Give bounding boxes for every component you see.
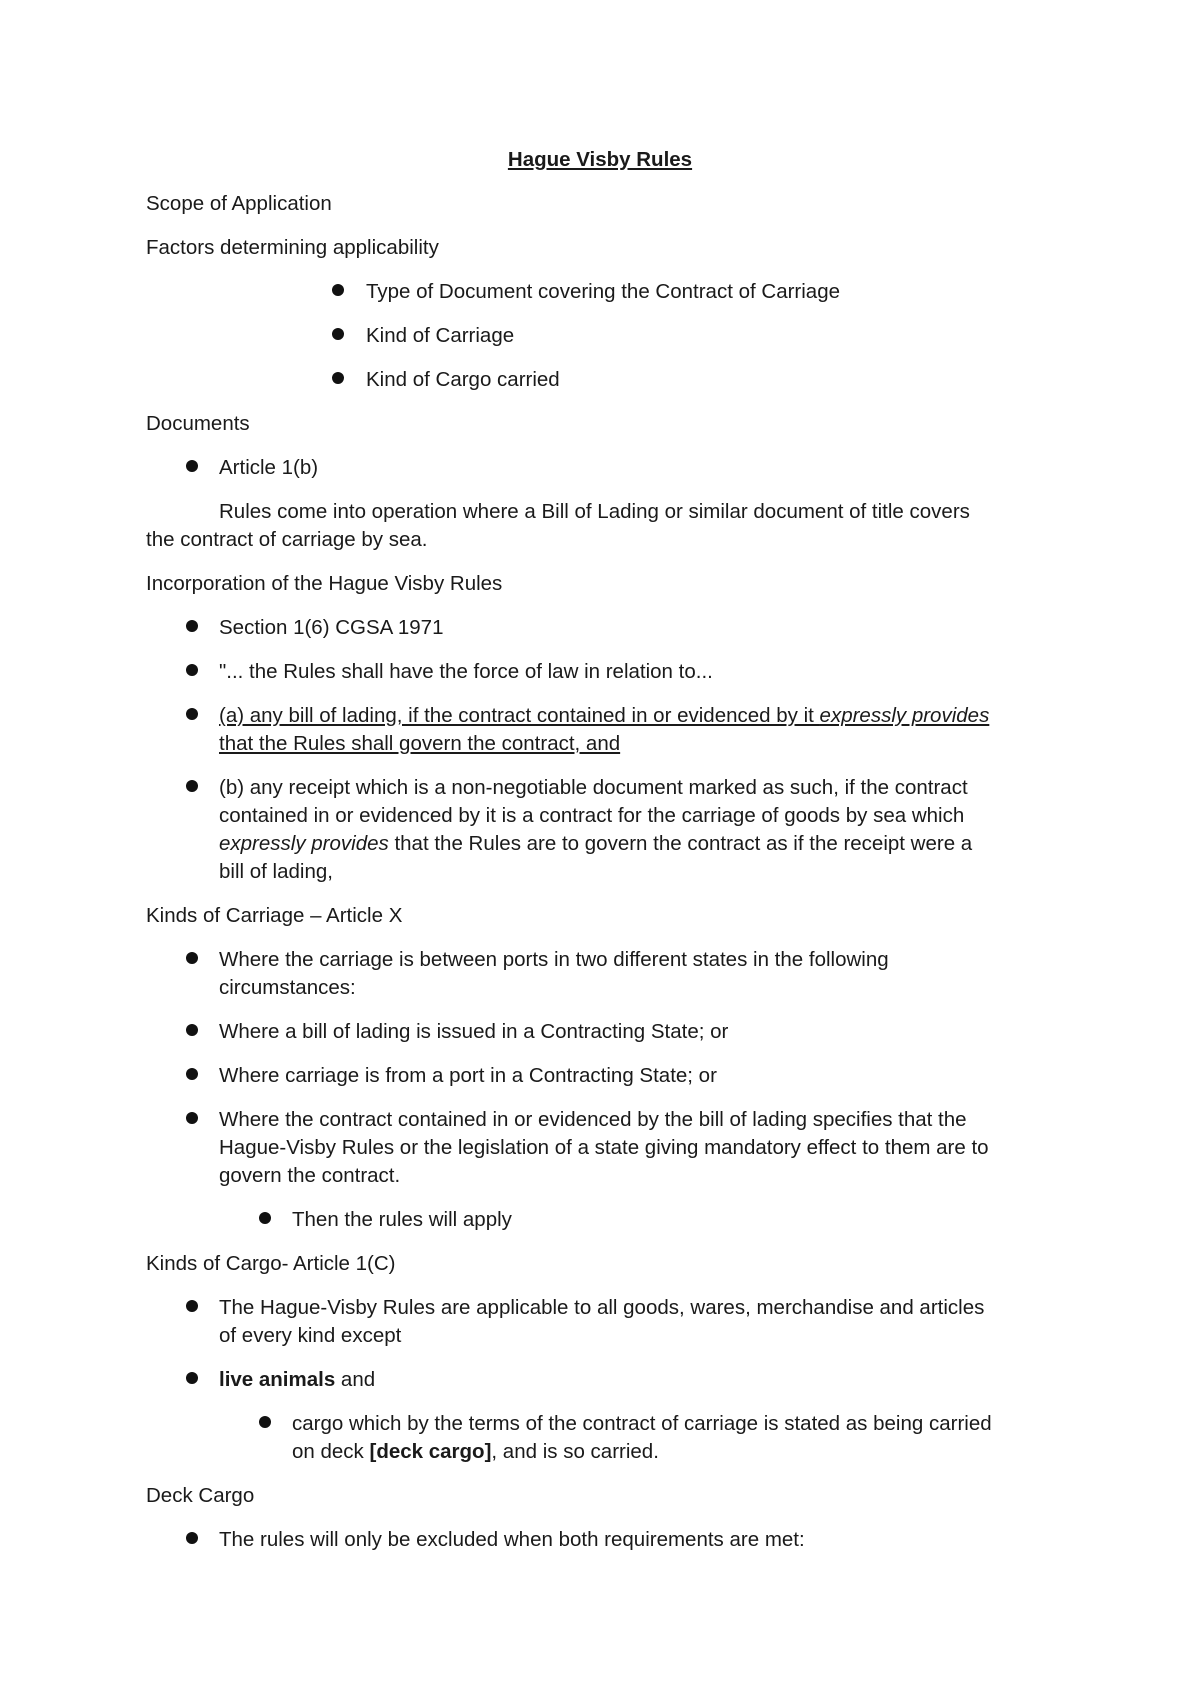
article-1b-text: Rules come into operation where a Bill of Lading or similar document of title covers	[219, 500, 970, 523]
incorporation-item-b: expressly provides that the Rules are to govern the contract as if the receipt were a	[219, 832, 973, 855]
incorporation-item-b: contained in or evidenced by it is a contract for the carriage of goods by sea which	[219, 804, 965, 827]
bullet-icon	[186, 460, 198, 472]
incorporation-item-b: bill of lading,	[219, 860, 333, 883]
bullet-icon	[186, 1372, 198, 1384]
bullet-icon	[259, 1212, 271, 1224]
bullet-icon	[332, 328, 344, 340]
deck-heading: Deck Cargo	[146, 1484, 255, 1507]
cargo-item: live animals and	[219, 1368, 376, 1391]
bullet-icon	[186, 1300, 198, 1312]
bullet-icon	[186, 952, 198, 964]
carriage-item: circumstances:	[219, 976, 356, 999]
bullet-icon	[332, 284, 344, 296]
deck-item: The rules will only be excluded when both requirements are met:	[219, 1528, 805, 1551]
incorporation-heading: Incorporation of the Hague Visby Rules	[146, 572, 503, 595]
carriage-item: Where a bill of lading is issued in a Contracting State; or	[219, 1020, 729, 1043]
cargo-item: of every kind except	[219, 1324, 402, 1347]
carriage-subitem: Then the rules will apply	[292, 1208, 512, 1231]
page-title: Hague Visby Rules	[507, 148, 693, 171]
bullet-icon	[186, 664, 198, 676]
scope-heading: Scope of Application	[146, 192, 332, 215]
factor-item: Type of Document covering the Contract of Carriage	[366, 280, 841, 303]
bullet-icon	[186, 1068, 198, 1080]
carriage-item: Where the contract contained in or evidenced by the bill of lading specifies that the	[219, 1108, 967, 1131]
incorporation-item-a: (a) any bill of lading, if the contract contained in or evidenced by it expressly provides	[219, 704, 990, 727]
incorporation-item: Section 1(6) CGSA 1971	[219, 616, 444, 639]
carriage-item: Hague-Visby Rules or the legislation of a state giving mandatory effect to them are to	[219, 1136, 989, 1159]
cargo-subitem: on deck [deck cargo], and is so carried.	[292, 1440, 659, 1463]
carriage-item: Where carriage is from a port in a Contracting State; or	[219, 1064, 717, 1087]
factors-heading: Factors determining applicability	[146, 236, 439, 259]
bullet-icon	[186, 620, 198, 632]
documents-heading: Documents	[146, 412, 250, 435]
incorporation-item-a: that the Rules shall govern the contract, and	[219, 732, 621, 755]
incorporation-item-b: (b) any receipt which is a non-negotiable document marked as such, if the contract	[219, 776, 968, 799]
carriage-item: Where the carriage is between ports in two different states in the following	[219, 948, 889, 971]
article-1b-text: the contract of carriage by sea.	[146, 528, 428, 551]
article-1b-item: Article 1(b)	[219, 456, 319, 479]
bullet-icon	[332, 372, 344, 384]
cargo-heading: Kinds of Cargo- Article 1(C)	[146, 1252, 396, 1275]
cargo-subitem: cargo which by the terms of the contract of carriage is stated as being carried	[292, 1412, 992, 1435]
factor-item: Kind of Carriage	[366, 324, 515, 347]
bullet-icon	[186, 1532, 198, 1544]
bullet-icon	[186, 1112, 198, 1124]
incorporation-item: "... the Rules shall have the force of law in relation to...	[219, 660, 713, 683]
bullet-icon	[186, 1024, 198, 1036]
carriage-heading: Kinds of Carriage – Article X	[146, 904, 403, 927]
bullet-icon	[259, 1416, 271, 1428]
carriage-item: govern the contract.	[219, 1164, 401, 1187]
cargo-item: The Hague-Visby Rules are applicable to all goods, wares, merchandise and articles	[219, 1296, 985, 1319]
factor-item: Kind of Cargo carried	[366, 368, 560, 391]
bullet-icon	[186, 708, 198, 720]
bullet-icon	[186, 780, 198, 792]
